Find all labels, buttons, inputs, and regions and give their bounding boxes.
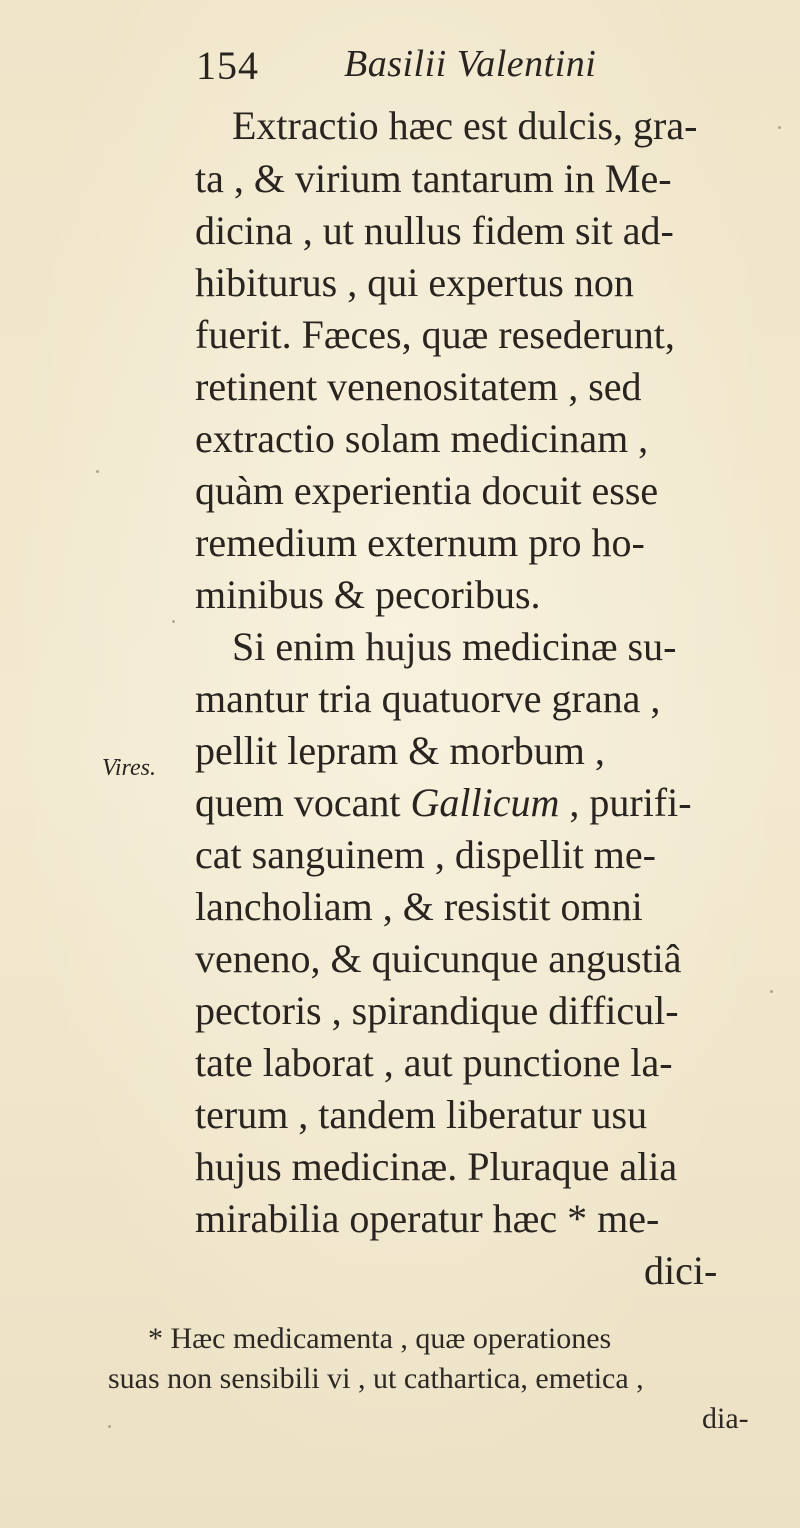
- text-line: retinent venenositatem , sed: [195, 364, 642, 409]
- text-line: dicina , ut nullus fidem sit ad-: [195, 208, 674, 253]
- text-line: terum , tandem liberatur usu: [195, 1092, 648, 1137]
- footnote-line: suas non sensibili vi , ut cathartica, emetica ,: [108, 1362, 644, 1395]
- text-line: ta , & virium tantarum in Me-: [195, 156, 672, 201]
- text-line: Si enim hujus medicinæ su-: [232, 624, 677, 669]
- text-line: minibus & pecoribus.: [195, 572, 541, 617]
- paper-speck: [172, 620, 175, 623]
- text-segment: quem vocant: [195, 780, 411, 825]
- page-header: [196, 42, 716, 94]
- paper-speck: [108, 1425, 111, 1428]
- text-segment: , purifi-: [559, 780, 692, 825]
- text-line: quàm experientia docuit esse: [195, 468, 659, 513]
- italic-term: Gallicum: [410, 780, 560, 825]
- text-line: hujus medicinæ. Pluraque alia: [195, 1144, 678, 1189]
- paper-speck: [778, 126, 781, 129]
- text-line: extractio solam medicinam ,: [195, 416, 649, 461]
- text-line: fuerit. Fæces, quæ resederunt,: [195, 312, 675, 357]
- footnote-line: * Hæc medicamenta , quæ operationes: [148, 1322, 612, 1355]
- text-line-with-italic: [195, 777, 692, 829]
- text-line: veneno, & quicunque angustiâ: [195, 936, 682, 981]
- catchword: dici-: [644, 1248, 718, 1293]
- text-line: mantur tria quatuorve grana ,: [195, 676, 661, 721]
- running-title: Basilii Valentini: [344, 43, 597, 85]
- text-line: remedium externum pro ho-: [195, 520, 645, 565]
- text-line: lancholiam , & resistit omni: [195, 884, 643, 929]
- text-line: pectoris , spirandique difficul-: [195, 988, 679, 1033]
- text-line: Extractio hæc est dulcis, gra-: [232, 103, 698, 148]
- text-line: tate laborat , aut punctione la-: [195, 1040, 673, 1085]
- text-line: hibiturus , qui expertus non: [195, 260, 634, 305]
- margin-note: Vires.: [102, 755, 156, 781]
- text-line: cat sanguinem , dispellit me-: [195, 832, 656, 877]
- text-line: mirabilia operatur hæc * me-: [195, 1196, 660, 1241]
- paper-speck: [96, 470, 99, 473]
- paper-speck: [770, 990, 773, 993]
- page-number: 154: [196, 43, 259, 88]
- text-line: pellit lepram & morbum ,: [195, 728, 605, 773]
- footnote-catchword: dia-: [702, 1402, 749, 1435]
